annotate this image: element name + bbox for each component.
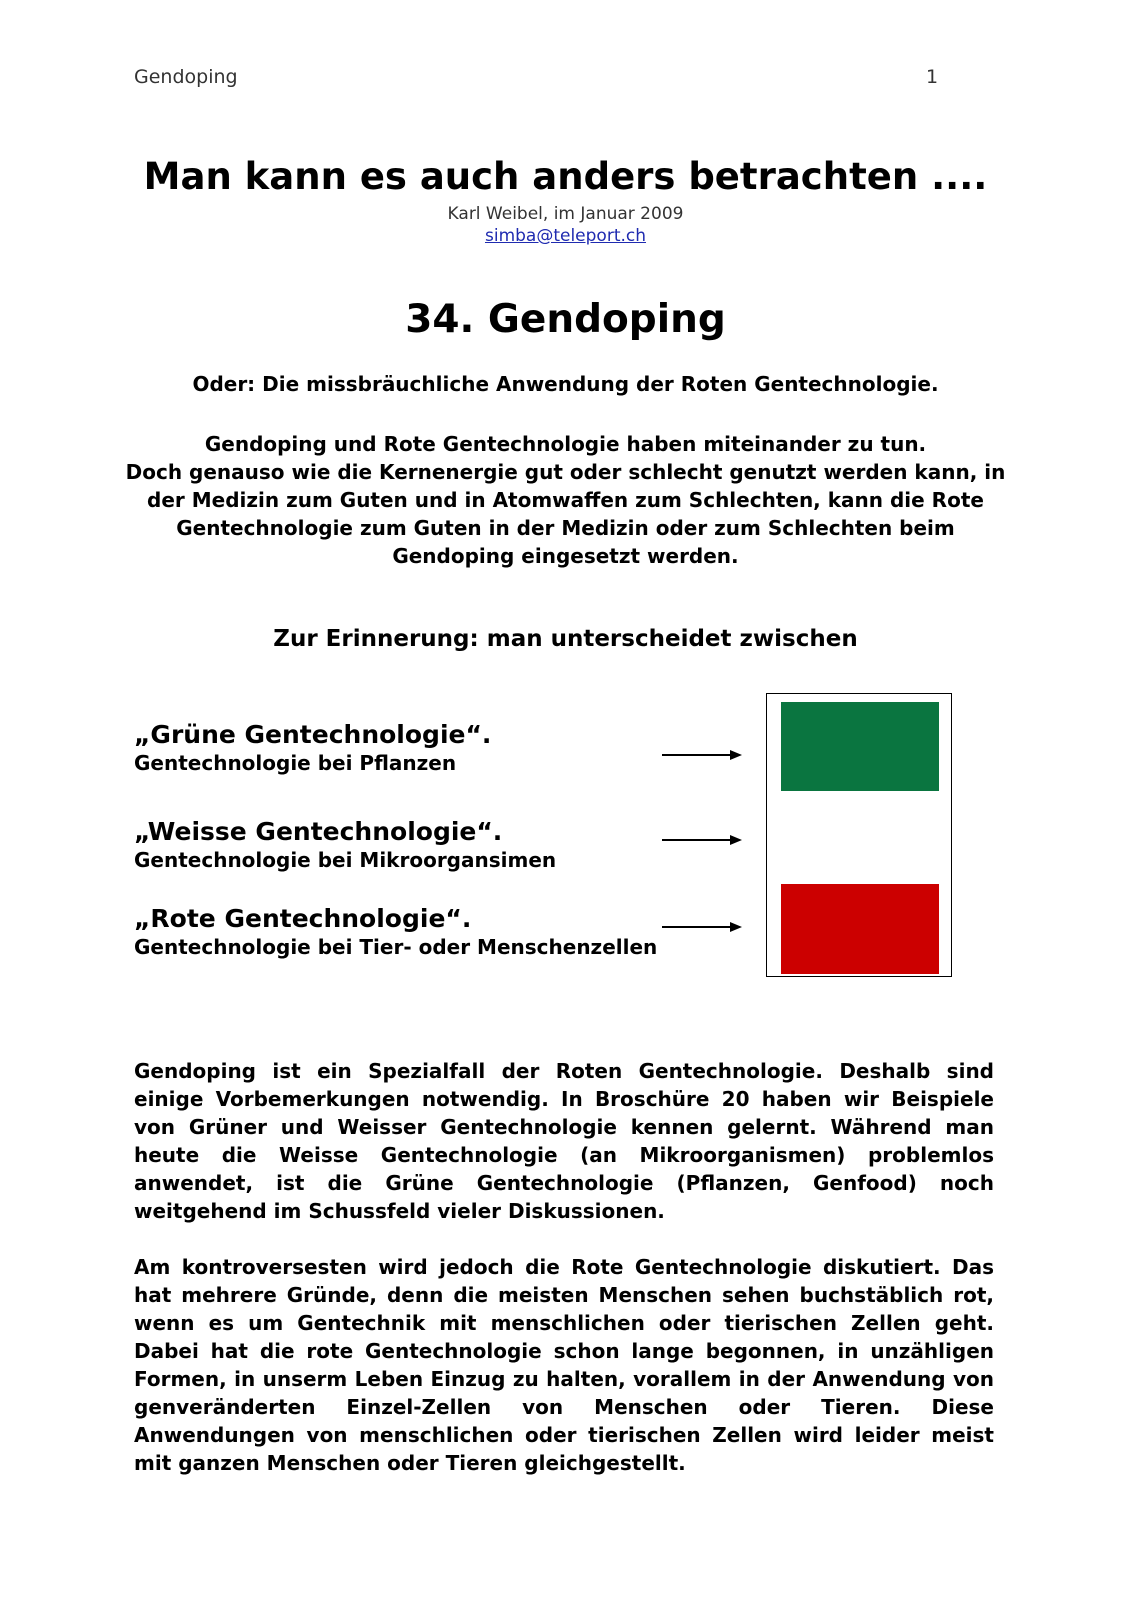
body-paragraph: Am kontroversesten wird jedoch die Rote Gentechnologie diskutiert. Das hat mehrere Gründe, denn die meisten Menschen sehen buchstäblich rot, wenn es um Gentechnik mit menschlichen oder tierischen Zellen geht. Dabei hat die rote Gentechnologie schon lange begonnen, in unzähligen Formen, in unserm Leben Einzug zu halten, vorallem in der Anwendung von genveränderten Einzel-Zellen von Menschen oder Tieren. Diese Anwendungen von menschlichen oder tierischen Zellen wird leider meist mit ganzen Menschen oder Tieren gleichgestellt.: [134, 1255, 994, 1475]
arrow-right-icon: [662, 749, 742, 761]
color-flag-diagram: [766, 693, 952, 977]
intro-line: der Medizin zum Guten und in Atomwaffen zum Schlechten, kann die Rote: [147, 488, 984, 512]
tech-description: Gentechnologie bei Pflanzen: [134, 751, 457, 775]
tech-name: „Rote Gentechnologie“.: [134, 904, 472, 933]
green-band: [781, 702, 939, 792]
tech-description: Gentechnologie bei Tier- oder Menschenzellen: [134, 935, 658, 959]
email-link[interactable]: [0, 226, 1131, 246]
document-title: Man kann es auch anders betrachten ....: [143, 155, 988, 198]
intro-line: Gendoping eingesetzt werden.: [392, 544, 739, 568]
intro-line: Gendoping und Rote Gentechnologie haben miteinander zu tun.: [204, 432, 927, 456]
intro-line: Gentechnologie zum Guten in der Medizin oder zum Schlechten beim: [176, 516, 955, 540]
reminder-heading: Zur Erinnerung: man unterscheidet zwischen: [273, 626, 858, 652]
tech-name: „Weisse Gentechnologie“.: [134, 817, 503, 846]
white-band: [781, 791, 939, 881]
body-paragraph: Gendoping ist ein Spezialfall der Roten Gentechnologie. Deshalb sind einige Vorbemerkungen notwendig. In Broschüre 20 haben wir Beispiele von Grüner und Weisser Gentechnologie kennen gelernt. Während man heute die Weisse Gentechnologie (an Mikroorganismen) problemlos anwendet, ist die Grüne Gentechnologie (Pflanzen, Genfood) noch weitgehend im Schussfeld vieler Diskussionen.: [134, 1059, 994, 1223]
chapter-title: 34. Gendoping: [405, 297, 726, 342]
author-line: Karl Weibel, im Januar 2009: [447, 204, 684, 224]
arrow-right-icon: [662, 921, 742, 933]
page-number: 1: [926, 66, 939, 88]
tech-item-green: [134, 720, 491, 776]
intro-paragraph: [0, 430, 1131, 570]
tech-item-red: [134, 904, 657, 960]
intro-line: Doch genauso wie die Kernenergie gut oder schlecht genutzt werden kann, in: [125, 460, 1006, 484]
tech-item-white: [134, 817, 556, 873]
tech-description: Gentechnologie bei Mikroorgansimen: [134, 848, 557, 872]
running-header-title: Gendoping: [134, 66, 238, 88]
tech-name: „Grüne Gentechnologie“.: [134, 720, 492, 749]
red-band: [781, 884, 939, 974]
chapter-subtitle: Oder: Die missbräuchliche Anwendung der Roten Gentechnologie.: [192, 372, 939, 396]
arrow-right-icon: [662, 834, 742, 846]
email-link-text[interactable]: simba@teleport.ch: [484, 226, 647, 246]
